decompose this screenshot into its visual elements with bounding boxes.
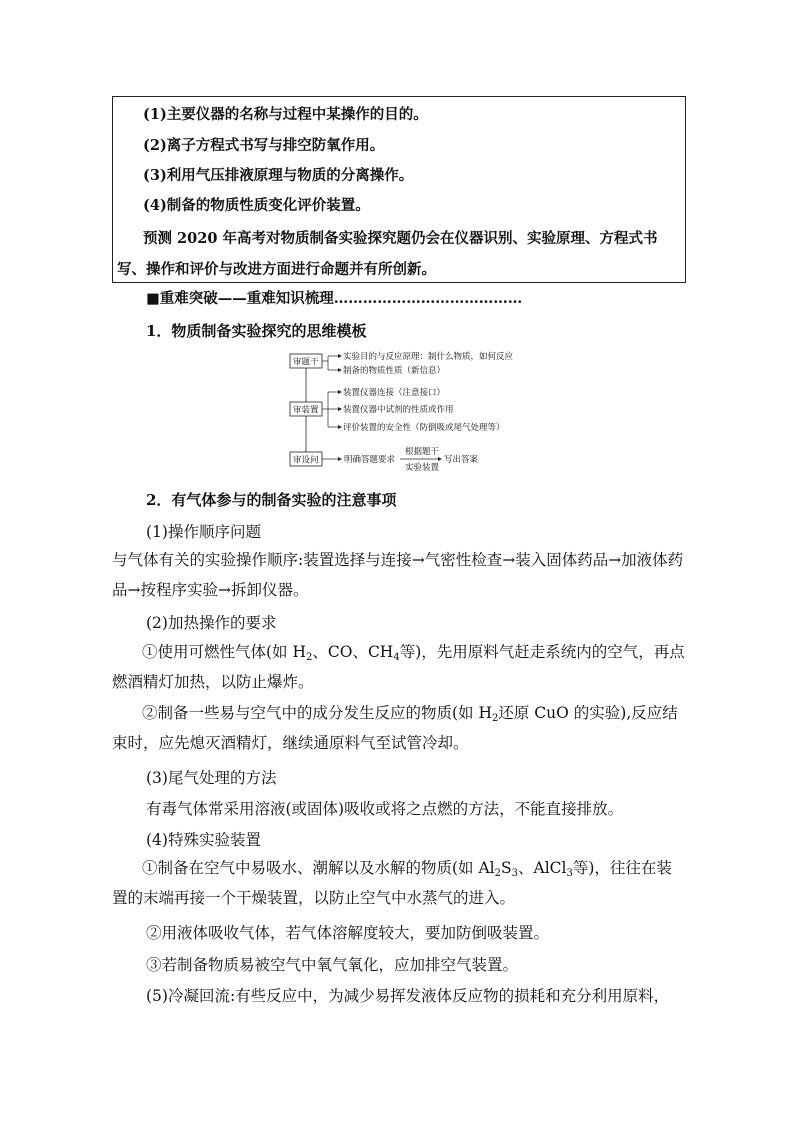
diagram-box-3-text: 明确答题要求 — [344, 455, 396, 465]
box-item-1: (1)主要仪器的名称与过程中某操作的目的。 — [143, 106, 428, 123]
box-item-4: (4)制备的物质性质变化评价装置。 — [143, 197, 370, 214]
diagram-box-2-label: 审装置 — [293, 405, 319, 416]
heading-thinking-template: 1．物质制备实验探究的思维模板 — [146, 322, 367, 340]
diagram-box-1-label: 审题干 — [293, 357, 319, 368]
diagram-box-3-below: 实验装置 — [405, 463, 440, 473]
subheading-special-apparatus: (4)特殊实验装置 — [146, 831, 261, 849]
diagram-box-3-label: 审设问 — [293, 455, 319, 466]
box-item-3: (3)利用气压排液原理与物质的分离操作。 — [143, 167, 414, 184]
section-header: ■重难突破——重难知识梳理………………………………… — [146, 290, 523, 307]
subheading-operation-order: (1)操作顺序问题 — [146, 523, 261, 541]
diagram-box-1-item-1: 实验目的与反应原理：制什么物质，如何反应 — [343, 352, 514, 362]
paragraph-special-2: ②用液体吸收气体，若气体溶解度较大，要加防倒吸装置。 — [146, 924, 550, 942]
box-prediction: 预测 2020 年高考对物质制备实验探究题仍会在仪器识别、实验原理、方程式书写、操作和评价与改进方面进行命题并有所创新。 — [117, 230, 658, 278]
subheading-tail-gas: (3)尾气处理的方法 — [146, 769, 277, 787]
diagram-box-3-above: 根据题干 — [405, 447, 440, 457]
diagram-box-2-item-1: 装置仪器连接（注意接口） — [343, 388, 446, 398]
diagram-box-1-item-2: 制备的物质性质（新信息） — [343, 366, 446, 376]
paragraph-special-3: ③若制备物质易被空气中氧气氧化，应加排空气装置。 — [146, 956, 519, 974]
heading-gas-precautions: 2．有气体参与的制备实验的注意事项 — [146, 491, 397, 509]
diagram-box-3-result: 写出答案 — [444, 455, 479, 465]
thinking-template-diagram — [288, 350, 528, 475]
paragraph-heating-2: ②制备一些易与空气中的成分发生反应的物质(如 $H_2$还原 CuO 的实验),反应结束时，应先熄灭酒精灯，继续通原料气至试管冷却。 — [112, 704, 678, 752]
paragraph-heating-1: ①使用可燃性气体(如 $H_2$、CO、$CH_4$等)，先用原料气赶走系统内的空气，再点燃酒精灯加热，以防止爆炸。 — [112, 643, 685, 691]
diagram-box-2-item-2: 装置仪器中试剂的性质或作用 — [343, 405, 454, 415]
box-item-2: (2)离子方程式书写与排空防氧作用。 — [143, 137, 385, 154]
paragraph-tail-gas: 有毒气体常采用溶液(或固体)吸收或将之点燃的方法，不能直接排放。 — [146, 800, 624, 818]
paragraph-reflux: (5)冷凝回流:有些反应中，为减少易挥发液体反应物的损耗和充分利用原料， — [146, 987, 670, 1005]
diagram-box-2-item-3: 评价装置的安全性（防倒吸或尾气处理等） — [343, 423, 505, 433]
paragraph-special-1: ①制备在空气中易吸水、潮解以及水解的物质(如 $Al_2S_3$、AlCl$_3$等)，往往在装置的末端再接一个干燥装置，以防止空气中水蒸气的进入。 — [112, 859, 672, 907]
paragraph-operation-order: 与气体有关的实验操作顺序:装置选择与连接→气密性检查→装入固体药品→加液体药品→按程序实验→拆卸仪器。 — [112, 551, 684, 599]
exam-analysis-box — [112, 96, 686, 283]
subheading-heating: (2)加热操作的要求 — [146, 614, 277, 632]
